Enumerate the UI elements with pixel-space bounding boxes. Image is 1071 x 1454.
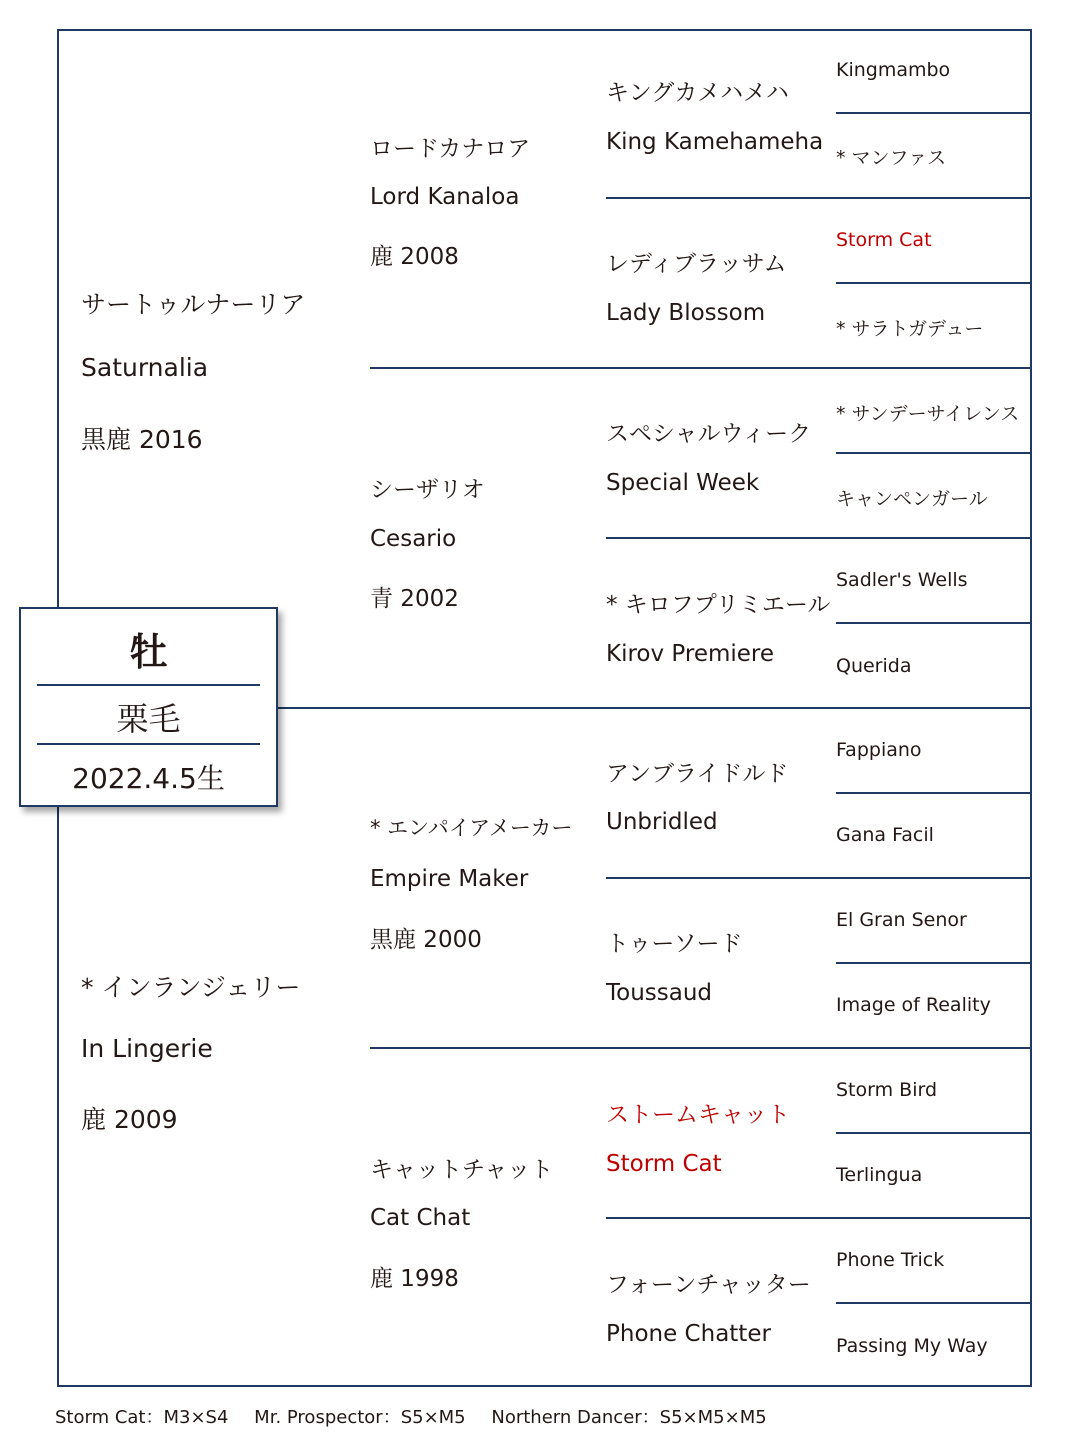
foal-sex: 牡 xyxy=(129,630,168,674)
g3-divider-3 xyxy=(606,877,1032,879)
dd-info: 鹿 1998 xyxy=(370,1266,459,1292)
g4-divider-3 xyxy=(836,452,1032,454)
g4-name: Storm Bird xyxy=(836,1079,938,1101)
g4-divider-1 xyxy=(836,112,1032,114)
g3-en-name: Phone Chatter xyxy=(606,1321,771,1347)
sire-info: 黒鹿 2016 xyxy=(81,425,203,454)
g3-divider-4 xyxy=(606,1217,1032,1219)
g3-en-name: Unbridled xyxy=(606,809,718,835)
g4-name: Fappiano xyxy=(836,739,922,761)
g4-divider-6 xyxy=(836,962,1032,964)
g4-divider-2 xyxy=(836,282,1032,284)
dam-info: 鹿 2009 xyxy=(81,1105,178,1134)
sd-en-name: Cesario xyxy=(370,526,457,552)
g2-divider-sire xyxy=(370,367,1032,369)
g4-name: キャンペンガール xyxy=(836,488,988,510)
g4-name: * サラトガデュー xyxy=(836,318,984,340)
g4-name: Phone Trick xyxy=(836,1249,945,1271)
foal-color: 栗毛 xyxy=(116,700,181,738)
sire-dam-divider xyxy=(278,707,1032,709)
sire-jp-name: サートゥルナーリア xyxy=(81,290,306,319)
g3-jp-name: トゥーソード xyxy=(606,931,743,957)
dd-en-name: Cat Chat xyxy=(370,1205,471,1231)
g3-jp-name: キングカメハメハ xyxy=(606,80,789,106)
g4-name: Image of Reality xyxy=(836,994,991,1016)
g4-name: Sadler's Wells xyxy=(836,569,968,591)
g3-jp-name: アンブライドルド xyxy=(606,761,789,787)
g3-jp-name: * キロフプリミエール xyxy=(606,592,831,618)
inbreeding-item: Storm Cat：M3×S4 xyxy=(55,1407,229,1428)
dam-en-name: In Lingerie xyxy=(81,1034,213,1063)
g4-divider-8 xyxy=(836,1302,1032,1304)
g3-divider-2 xyxy=(606,537,1032,539)
g3-en-name: Special Week xyxy=(606,470,760,496)
g4-name: Gana Facil xyxy=(836,824,934,846)
sire-en-name: Saturnalia xyxy=(81,353,209,382)
sd-jp-name: シーザリオ xyxy=(370,477,485,503)
g3-jp-name: フォーンチャッター xyxy=(606,1272,811,1298)
sd-info: 青 2002 xyxy=(370,586,459,612)
g4-name: Terlingua xyxy=(836,1164,923,1186)
g3-divider-1 xyxy=(606,197,1032,199)
foal-badge xyxy=(19,607,278,807)
g2-divider-dam xyxy=(370,1047,1032,1049)
g4-name: * サンデーサイレンス xyxy=(836,403,1020,425)
g3-en-name: Kirov Premiere xyxy=(606,641,775,667)
inbreeding-note xyxy=(55,1403,787,1429)
dd-jp-name: キャットチャット xyxy=(370,1157,554,1183)
g3-en-name-highlight: Storm Cat xyxy=(606,1151,722,1177)
g3-jp-name-highlight: ストームキャット xyxy=(606,1102,790,1128)
badge-divider-1 xyxy=(37,684,260,686)
ds-en-name: Empire Maker xyxy=(370,866,529,892)
g4-name: El Gran Senor xyxy=(836,909,967,931)
g3-en-name: Toussaud xyxy=(606,980,713,1006)
g4-divider-5 xyxy=(836,792,1032,794)
g4-name: Querida xyxy=(836,655,912,677)
badge-divider-2 xyxy=(37,743,260,745)
g4-divider-7 xyxy=(836,1132,1032,1134)
inbreeding-item: Mr. Prospector：S5×M5 xyxy=(254,1407,466,1428)
g3-en-name: King Kamehameha xyxy=(606,129,824,155)
dam-jp-name: * インランジェリー xyxy=(81,973,301,1002)
g3-jp-name: スペシャルウィーク xyxy=(606,421,812,447)
ds-info: 黒鹿 2000 xyxy=(370,927,482,953)
ss-info: 鹿 2008 xyxy=(370,244,459,270)
ds-jp-name: * エンパイアメーカー xyxy=(370,816,573,840)
g3-jp-name: レディブラッサム xyxy=(606,251,787,277)
g3-en-name: Lady Blossom xyxy=(606,300,766,326)
foal-birth: 2022.4.5生 xyxy=(72,762,225,795)
ss-en-name: Lord Kanaloa xyxy=(370,184,520,210)
g4-name: Kingmambo xyxy=(836,59,951,81)
g4-divider-4 xyxy=(836,622,1032,624)
g4-name: * マンファス xyxy=(836,147,947,169)
g4-name-highlight: Storm Cat xyxy=(836,229,932,251)
inbreeding-item: Northern Dancer：S5×M5×M5 xyxy=(491,1407,767,1428)
g4-name: Passing My Way xyxy=(836,1335,988,1357)
ss-jp-name: ロードカナロア xyxy=(370,136,531,162)
